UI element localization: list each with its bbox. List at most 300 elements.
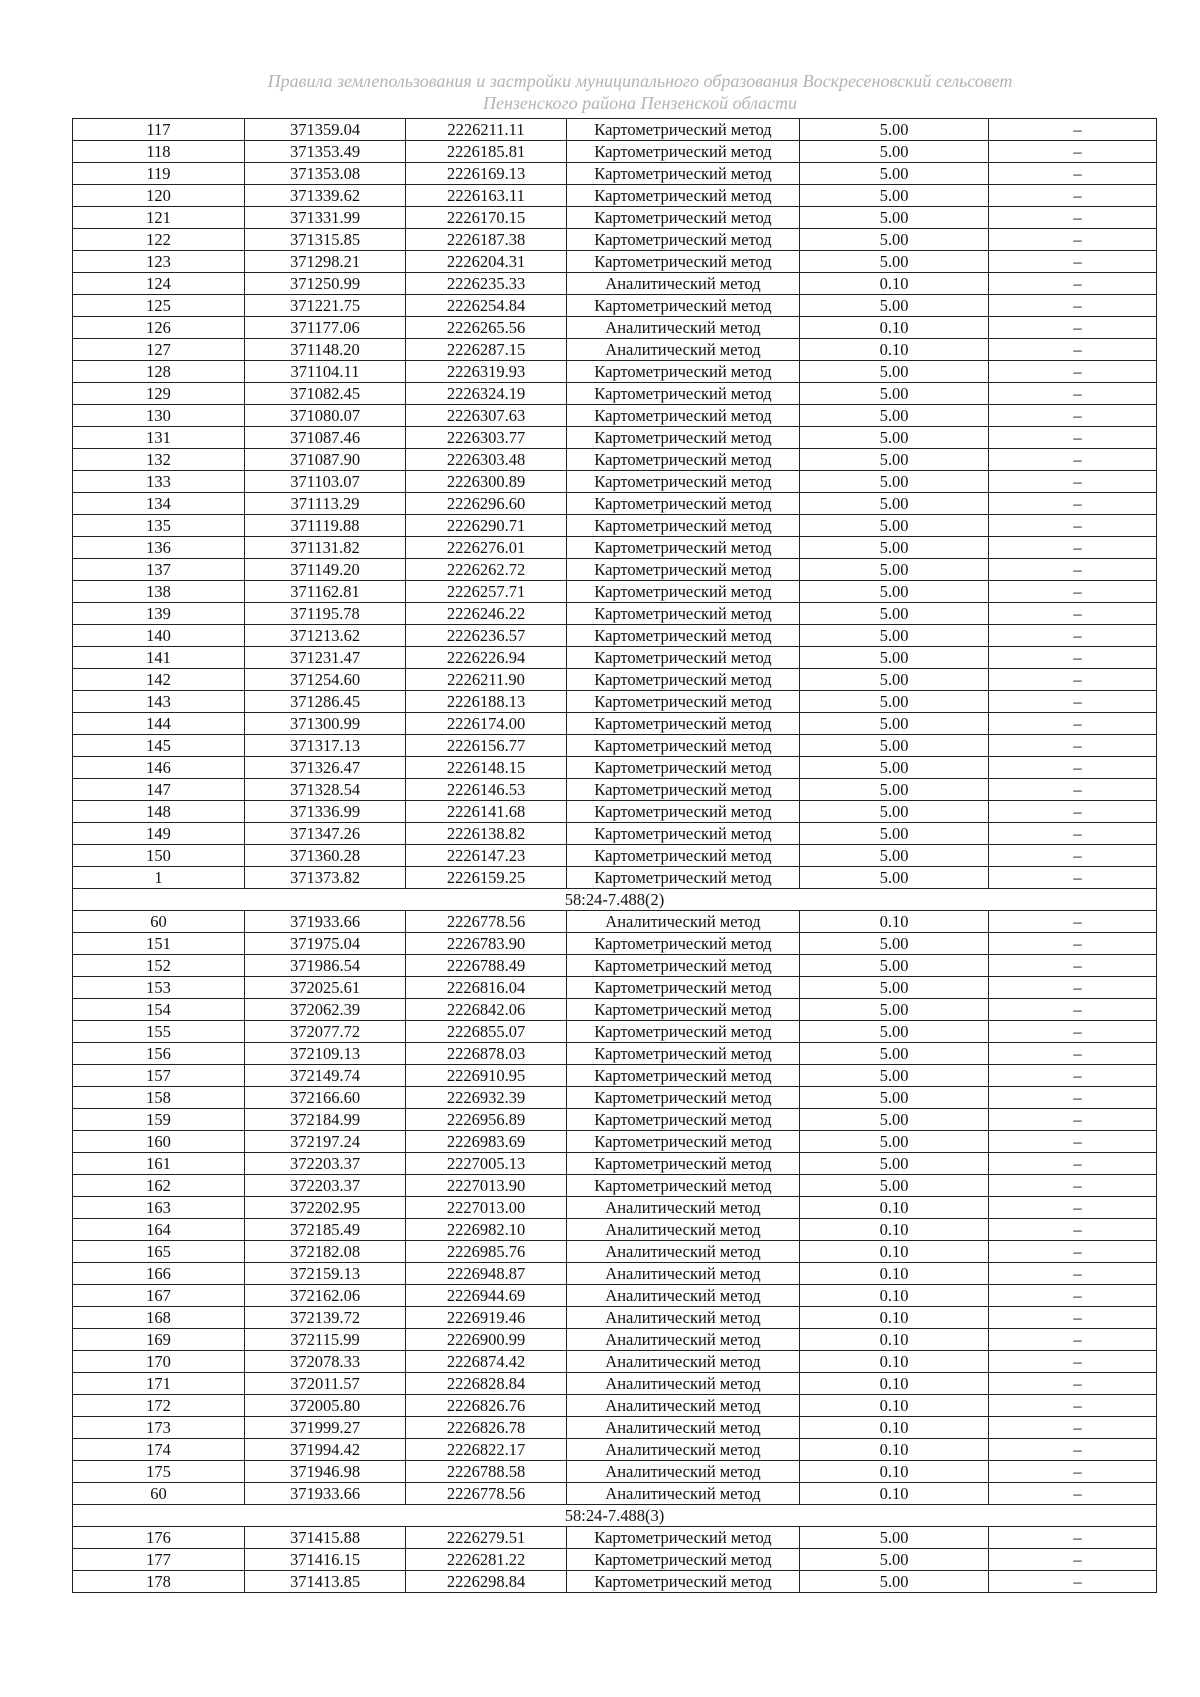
- note-cell: –: [989, 1175, 1157, 1197]
- accuracy-cell: 0.10: [800, 1395, 989, 1417]
- table-row: [73, 801, 1157, 823]
- method-cell: Картометрический метод: [567, 933, 800, 955]
- method-cell: Картометрический метод: [567, 845, 800, 867]
- note-cell: –: [989, 647, 1157, 669]
- method-cell: Картометрический метод: [567, 581, 800, 603]
- method-cell: Картометрический метод: [567, 1175, 800, 1197]
- coordinates-table: [72, 118, 1157, 1593]
- y-coordinate-cell: 2226246.22: [406, 603, 567, 625]
- method-cell: Аналитический метод: [567, 1307, 800, 1329]
- point-number-cell: 136: [73, 537, 245, 559]
- point-number-cell: 160: [73, 1131, 245, 1153]
- point-number-cell: 122: [73, 229, 245, 251]
- accuracy-cell: 0.10: [800, 1417, 989, 1439]
- x-coordinate-cell: 371994.42: [245, 1439, 406, 1461]
- accuracy-cell: 0.10: [800, 273, 989, 295]
- y-coordinate-cell: 2226174.00: [406, 713, 567, 735]
- accuracy-cell: 5.00: [800, 537, 989, 559]
- x-coordinate-cell: 371119.88: [245, 515, 406, 537]
- method-cell: Картометрический метод: [567, 999, 800, 1021]
- x-coordinate-cell: 372184.99: [245, 1109, 406, 1131]
- point-number-cell: 132: [73, 449, 245, 471]
- table-row: [73, 515, 1157, 537]
- y-coordinate-cell: 2226147.23: [406, 845, 567, 867]
- y-coordinate-cell: 2226163.11: [406, 185, 567, 207]
- point-number-cell: 163: [73, 1197, 245, 1219]
- note-cell: –: [989, 823, 1157, 845]
- y-coordinate-cell: 2226298.84: [406, 1571, 567, 1593]
- y-coordinate-cell: 2226281.22: [406, 1549, 567, 1571]
- y-coordinate-cell: 2226296.60: [406, 493, 567, 515]
- note-cell: –: [989, 471, 1157, 493]
- y-coordinate-cell: 2226279.51: [406, 1527, 567, 1549]
- accuracy-cell: 5.00: [800, 845, 989, 867]
- method-cell: Картометрический метод: [567, 691, 800, 713]
- y-coordinate-cell: 2226159.25: [406, 867, 567, 889]
- point-number-cell: 1: [73, 867, 245, 889]
- y-coordinate-cell: 2226985.76: [406, 1241, 567, 1263]
- method-cell: Картометрический метод: [567, 295, 800, 317]
- point-number-cell: 60: [73, 911, 245, 933]
- table-row: [73, 1461, 1157, 1483]
- y-coordinate-cell: 2226290.71: [406, 515, 567, 537]
- method-cell: Картометрический метод: [567, 493, 800, 515]
- method-cell: Картометрический метод: [567, 141, 800, 163]
- x-coordinate-cell: 372115.99: [245, 1329, 406, 1351]
- point-number-cell: 126: [73, 317, 245, 339]
- accuracy-cell: 5.00: [800, 471, 989, 493]
- method-cell: Картометрический метод: [567, 383, 800, 405]
- method-cell: Картометрический метод: [567, 537, 800, 559]
- point-number-cell: 117: [73, 119, 245, 141]
- note-cell: –: [989, 229, 1157, 251]
- accuracy-cell: 5.00: [800, 493, 989, 515]
- point-number-cell: 164: [73, 1219, 245, 1241]
- point-number-cell: 161: [73, 1153, 245, 1175]
- y-coordinate-cell: 2226324.19: [406, 383, 567, 405]
- method-cell: Аналитический метод: [567, 1417, 800, 1439]
- table-row: [73, 119, 1157, 141]
- y-coordinate-cell: 2226187.38: [406, 229, 567, 251]
- accuracy-cell: 5.00: [800, 163, 989, 185]
- table-row: [73, 581, 1157, 603]
- x-coordinate-cell: 371339.62: [245, 185, 406, 207]
- table-row: [73, 1307, 1157, 1329]
- note-cell: –: [989, 603, 1157, 625]
- method-cell: Картометрический метод: [567, 801, 800, 823]
- table-row: [73, 1439, 1157, 1461]
- note-cell: –: [989, 1395, 1157, 1417]
- table-row: [73, 405, 1157, 427]
- point-number-cell: 168: [73, 1307, 245, 1329]
- point-number-cell: 139: [73, 603, 245, 625]
- y-coordinate-cell: 2226842.06: [406, 999, 567, 1021]
- table-row: [73, 207, 1157, 229]
- method-cell: Картометрический метод: [567, 559, 800, 581]
- table-row: [73, 779, 1157, 801]
- x-coordinate-cell: 371103.07: [245, 471, 406, 493]
- method-cell: Картометрический метод: [567, 1571, 800, 1593]
- table-row: [73, 1329, 1157, 1351]
- note-cell: –: [989, 779, 1157, 801]
- note-cell: –: [989, 1285, 1157, 1307]
- point-number-cell: 125: [73, 295, 245, 317]
- table-row: [73, 647, 1157, 669]
- table-row: [73, 735, 1157, 757]
- x-coordinate-cell: 372197.24: [245, 1131, 406, 1153]
- note-cell: –: [989, 405, 1157, 427]
- method-cell: Аналитический метод: [567, 1285, 800, 1307]
- accuracy-cell: 0.10: [800, 1219, 989, 1241]
- table-row: [73, 1483, 1157, 1505]
- accuracy-cell: 0.10: [800, 1307, 989, 1329]
- note-cell: –: [989, 735, 1157, 757]
- method-cell: Картометрический метод: [567, 1527, 800, 1549]
- table-row: [73, 1021, 1157, 1043]
- point-number-cell: 148: [73, 801, 245, 823]
- accuracy-cell: 5.00: [800, 647, 989, 669]
- note-cell: –: [989, 1439, 1157, 1461]
- x-coordinate-cell: 371254.60: [245, 669, 406, 691]
- y-coordinate-cell: 2226788.58: [406, 1461, 567, 1483]
- table-row: [73, 537, 1157, 559]
- x-coordinate-cell: 372166.60: [245, 1087, 406, 1109]
- point-number-cell: 146: [73, 757, 245, 779]
- x-coordinate-cell: 372109.13: [245, 1043, 406, 1065]
- x-coordinate-cell: 372159.13: [245, 1263, 406, 1285]
- method-cell: Картометрический метод: [567, 735, 800, 757]
- y-coordinate-cell: 2226146.53: [406, 779, 567, 801]
- point-number-cell: 155: [73, 1021, 245, 1043]
- section-label: 58:24-7.488(3): [73, 1505, 1157, 1527]
- table-row: [73, 141, 1157, 163]
- table-row: [73, 1373, 1157, 1395]
- y-coordinate-cell: 2227005.13: [406, 1153, 567, 1175]
- table-row: [73, 1395, 1157, 1417]
- y-coordinate-cell: 2226254.84: [406, 295, 567, 317]
- method-cell: Картометрический метод: [567, 603, 800, 625]
- point-number-cell: 165: [73, 1241, 245, 1263]
- table-row: [73, 1175, 1157, 1197]
- point-number-cell: 174: [73, 1439, 245, 1461]
- accuracy-cell: 5.00: [800, 1109, 989, 1131]
- x-coordinate-cell: 372162.06: [245, 1285, 406, 1307]
- accuracy-cell: 0.10: [800, 1373, 989, 1395]
- accuracy-cell: 5.00: [800, 691, 989, 713]
- point-number-cell: 149: [73, 823, 245, 845]
- method-cell: Картометрический метод: [567, 405, 800, 427]
- accuracy-cell: 0.10: [800, 1329, 989, 1351]
- accuracy-cell: 5.00: [800, 361, 989, 383]
- accuracy-cell: 5.00: [800, 405, 989, 427]
- x-coordinate-cell: 371317.13: [245, 735, 406, 757]
- point-number-cell: 134: [73, 493, 245, 515]
- accuracy-cell: 5.00: [800, 229, 989, 251]
- table-row: [73, 823, 1157, 845]
- method-cell: Картометрический метод: [567, 449, 800, 471]
- accuracy-cell: 5.00: [800, 427, 989, 449]
- table-row: [73, 1131, 1157, 1153]
- note-cell: –: [989, 383, 1157, 405]
- note-cell: –: [989, 625, 1157, 647]
- x-coordinate-cell: 371082.45: [245, 383, 406, 405]
- table-row: [73, 317, 1157, 339]
- method-cell: Аналитический метод: [567, 1461, 800, 1483]
- point-number-cell: 153: [73, 977, 245, 999]
- note-cell: –: [989, 119, 1157, 141]
- point-number-cell: 129: [73, 383, 245, 405]
- section-row: [73, 889, 1157, 911]
- accuracy-cell: 5.00: [800, 867, 989, 889]
- coordinates-table-body: [73, 119, 1157, 1593]
- x-coordinate-cell: 371080.07: [245, 405, 406, 427]
- point-number-cell: 60: [73, 1483, 245, 1505]
- table-row: [73, 845, 1157, 867]
- table-row: [73, 1527, 1157, 1549]
- y-coordinate-cell: 2226983.69: [406, 1131, 567, 1153]
- point-number-cell: 156: [73, 1043, 245, 1065]
- y-coordinate-cell: 2226319.93: [406, 361, 567, 383]
- note-cell: –: [989, 295, 1157, 317]
- point-number-cell: 120: [73, 185, 245, 207]
- accuracy-cell: 0.10: [800, 1483, 989, 1505]
- method-cell: Картометрический метод: [567, 163, 800, 185]
- table-row: [73, 185, 1157, 207]
- method-cell: Аналитический метод: [567, 273, 800, 295]
- point-number-cell: 138: [73, 581, 245, 603]
- note-cell: –: [989, 1065, 1157, 1087]
- method-cell: Аналитический метод: [567, 1241, 800, 1263]
- table-row: [73, 229, 1157, 251]
- x-coordinate-cell: 371415.88: [245, 1527, 406, 1549]
- y-coordinate-cell: 2226826.76: [406, 1395, 567, 1417]
- accuracy-cell: 5.00: [800, 1175, 989, 1197]
- table-row: [73, 339, 1157, 361]
- y-coordinate-cell: 2226822.17: [406, 1439, 567, 1461]
- note-cell: –: [989, 185, 1157, 207]
- accuracy-cell: 5.00: [800, 999, 989, 1021]
- y-coordinate-cell: 2226919.46: [406, 1307, 567, 1329]
- method-cell: Картометрический метод: [567, 1021, 800, 1043]
- accuracy-cell: 0.10: [800, 1439, 989, 1461]
- table-row: [73, 427, 1157, 449]
- x-coordinate-cell: 372185.49: [245, 1219, 406, 1241]
- accuracy-cell: 5.00: [800, 1527, 989, 1549]
- accuracy-cell: 0.10: [800, 1263, 989, 1285]
- x-coordinate-cell: 371315.85: [245, 229, 406, 251]
- note-cell: –: [989, 911, 1157, 933]
- method-cell: Картометрический метод: [567, 471, 800, 493]
- table-row: [73, 1065, 1157, 1087]
- table-row: [73, 977, 1157, 999]
- point-number-cell: 157: [73, 1065, 245, 1087]
- accuracy-cell: 5.00: [800, 735, 989, 757]
- method-cell: Картометрический метод: [567, 229, 800, 251]
- x-coordinate-cell: 371326.47: [245, 757, 406, 779]
- point-number-cell: 130: [73, 405, 245, 427]
- table-row: [73, 625, 1157, 647]
- accuracy-cell: 5.00: [800, 1021, 989, 1043]
- note-cell: –: [989, 339, 1157, 361]
- x-coordinate-cell: 371359.04: [245, 119, 406, 141]
- table-row: [73, 1549, 1157, 1571]
- point-number-cell: 119: [73, 163, 245, 185]
- accuracy-cell: 0.10: [800, 911, 989, 933]
- accuracy-cell: 5.00: [800, 1043, 989, 1065]
- point-number-cell: 154: [73, 999, 245, 1021]
- y-coordinate-cell: 2226236.57: [406, 625, 567, 647]
- point-number-cell: 123: [73, 251, 245, 273]
- note-cell: –: [989, 515, 1157, 537]
- table-row: [73, 713, 1157, 735]
- accuracy-cell: 5.00: [800, 757, 989, 779]
- table-row: [73, 1263, 1157, 1285]
- note-cell: –: [989, 1307, 1157, 1329]
- point-number-cell: 178: [73, 1571, 245, 1593]
- note-cell: –: [989, 141, 1157, 163]
- note-cell: –: [989, 1329, 1157, 1351]
- accuracy-cell: 0.10: [800, 1285, 989, 1307]
- y-coordinate-cell: 2226287.15: [406, 339, 567, 361]
- accuracy-cell: 5.00: [800, 977, 989, 999]
- table-row: [73, 559, 1157, 581]
- method-cell: Аналитический метод: [567, 317, 800, 339]
- table-row: [73, 1087, 1157, 1109]
- method-cell: Картометрический метод: [567, 625, 800, 647]
- y-coordinate-cell: 2226265.56: [406, 317, 567, 339]
- x-coordinate-cell: 371999.27: [245, 1417, 406, 1439]
- point-number-cell: 142: [73, 669, 245, 691]
- y-coordinate-cell: 2226948.87: [406, 1263, 567, 1285]
- x-coordinate-cell: 371087.90: [245, 449, 406, 471]
- document-header: [180, 70, 1100, 114]
- y-coordinate-cell: 2226170.15: [406, 207, 567, 229]
- table-row: [73, 273, 1157, 295]
- y-coordinate-cell: 2226982.10: [406, 1219, 567, 1241]
- point-number-cell: 121: [73, 207, 245, 229]
- y-coordinate-cell: 2226900.99: [406, 1329, 567, 1351]
- accuracy-cell: 5.00: [800, 185, 989, 207]
- y-coordinate-cell: 2226944.69: [406, 1285, 567, 1307]
- method-cell: Аналитический метод: [567, 1351, 800, 1373]
- note-cell: –: [989, 691, 1157, 713]
- method-cell: Картометрический метод: [567, 1109, 800, 1131]
- point-number-cell: 152: [73, 955, 245, 977]
- x-coordinate-cell: 371149.20: [245, 559, 406, 581]
- accuracy-cell: 5.00: [800, 515, 989, 537]
- point-number-cell: 176: [73, 1527, 245, 1549]
- x-coordinate-cell: 372025.61: [245, 977, 406, 999]
- x-coordinate-cell: 371231.47: [245, 647, 406, 669]
- section-row: [73, 1505, 1157, 1527]
- point-number-cell: 169: [73, 1329, 245, 1351]
- note-cell: –: [989, 1087, 1157, 1109]
- y-coordinate-cell: 2226910.95: [406, 1065, 567, 1087]
- note-cell: –: [989, 1483, 1157, 1505]
- table-row: [73, 1197, 1157, 1219]
- accuracy-cell: 0.10: [800, 1461, 989, 1483]
- accuracy-cell: 0.10: [800, 339, 989, 361]
- x-coordinate-cell: 371162.81: [245, 581, 406, 603]
- y-coordinate-cell: 2226783.90: [406, 933, 567, 955]
- note-cell: –: [989, 449, 1157, 471]
- method-cell: Картометрический метод: [567, 867, 800, 889]
- y-coordinate-cell: 2226778.56: [406, 911, 567, 933]
- accuracy-cell: 5.00: [800, 295, 989, 317]
- point-number-cell: 172: [73, 1395, 245, 1417]
- note-cell: –: [989, 955, 1157, 977]
- method-cell: Аналитический метод: [567, 1395, 800, 1417]
- table-row: [73, 295, 1157, 317]
- method-cell: Картометрический метод: [567, 779, 800, 801]
- y-coordinate-cell: 2226956.89: [406, 1109, 567, 1131]
- y-coordinate-cell: 2226826.78: [406, 1417, 567, 1439]
- note-cell: –: [989, 1571, 1157, 1593]
- y-coordinate-cell: 2226257.71: [406, 581, 567, 603]
- note-cell: –: [989, 1219, 1157, 1241]
- y-coordinate-cell: 2227013.90: [406, 1175, 567, 1197]
- y-coordinate-cell: 2226874.42: [406, 1351, 567, 1373]
- point-number-cell: 177: [73, 1549, 245, 1571]
- note-cell: –: [989, 1043, 1157, 1065]
- accuracy-cell: 5.00: [800, 581, 989, 603]
- table-row: [73, 471, 1157, 493]
- x-coordinate-cell: 372182.08: [245, 1241, 406, 1263]
- x-coordinate-cell: 371336.99: [245, 801, 406, 823]
- point-number-cell: 144: [73, 713, 245, 735]
- note-cell: –: [989, 669, 1157, 691]
- method-cell: Аналитический метод: [567, 1197, 800, 1219]
- point-number-cell: 137: [73, 559, 245, 581]
- method-cell: Картометрический метод: [567, 713, 800, 735]
- accuracy-cell: 5.00: [800, 119, 989, 141]
- x-coordinate-cell: 372203.37: [245, 1153, 406, 1175]
- y-coordinate-cell: 2226211.11: [406, 119, 567, 141]
- method-cell: Картометрический метод: [567, 207, 800, 229]
- method-cell: Картометрический метод: [567, 955, 800, 977]
- note-cell: –: [989, 317, 1157, 339]
- accuracy-cell: 5.00: [800, 383, 989, 405]
- method-cell: Картометрический метод: [567, 1065, 800, 1087]
- table-row: [73, 1241, 1157, 1263]
- note-cell: –: [989, 933, 1157, 955]
- method-cell: Аналитический метод: [567, 1373, 800, 1395]
- point-number-cell: 131: [73, 427, 245, 449]
- note-cell: –: [989, 977, 1157, 999]
- note-cell: –: [989, 999, 1157, 1021]
- note-cell: –: [989, 581, 1157, 603]
- accuracy-cell: 5.00: [800, 1131, 989, 1153]
- note-cell: –: [989, 845, 1157, 867]
- x-coordinate-cell: 371347.26: [245, 823, 406, 845]
- x-coordinate-cell: 372139.72: [245, 1307, 406, 1329]
- x-coordinate-cell: 371986.54: [245, 955, 406, 977]
- x-coordinate-cell: 372203.37: [245, 1175, 406, 1197]
- x-coordinate-cell: 372202.95: [245, 1197, 406, 1219]
- table-row: [73, 1109, 1157, 1131]
- y-coordinate-cell: 2226185.81: [406, 141, 567, 163]
- x-coordinate-cell: 371975.04: [245, 933, 406, 955]
- y-coordinate-cell: 2226148.15: [406, 757, 567, 779]
- x-coordinate-cell: 372078.33: [245, 1351, 406, 1373]
- point-number-cell: 158: [73, 1087, 245, 1109]
- method-cell: Аналитический метод: [567, 1483, 800, 1505]
- accuracy-cell: 5.00: [800, 955, 989, 977]
- table-row: [73, 1571, 1157, 1593]
- accuracy-cell: 5.00: [800, 559, 989, 581]
- y-coordinate-cell: 2226303.48: [406, 449, 567, 471]
- method-cell: Картометрический метод: [567, 361, 800, 383]
